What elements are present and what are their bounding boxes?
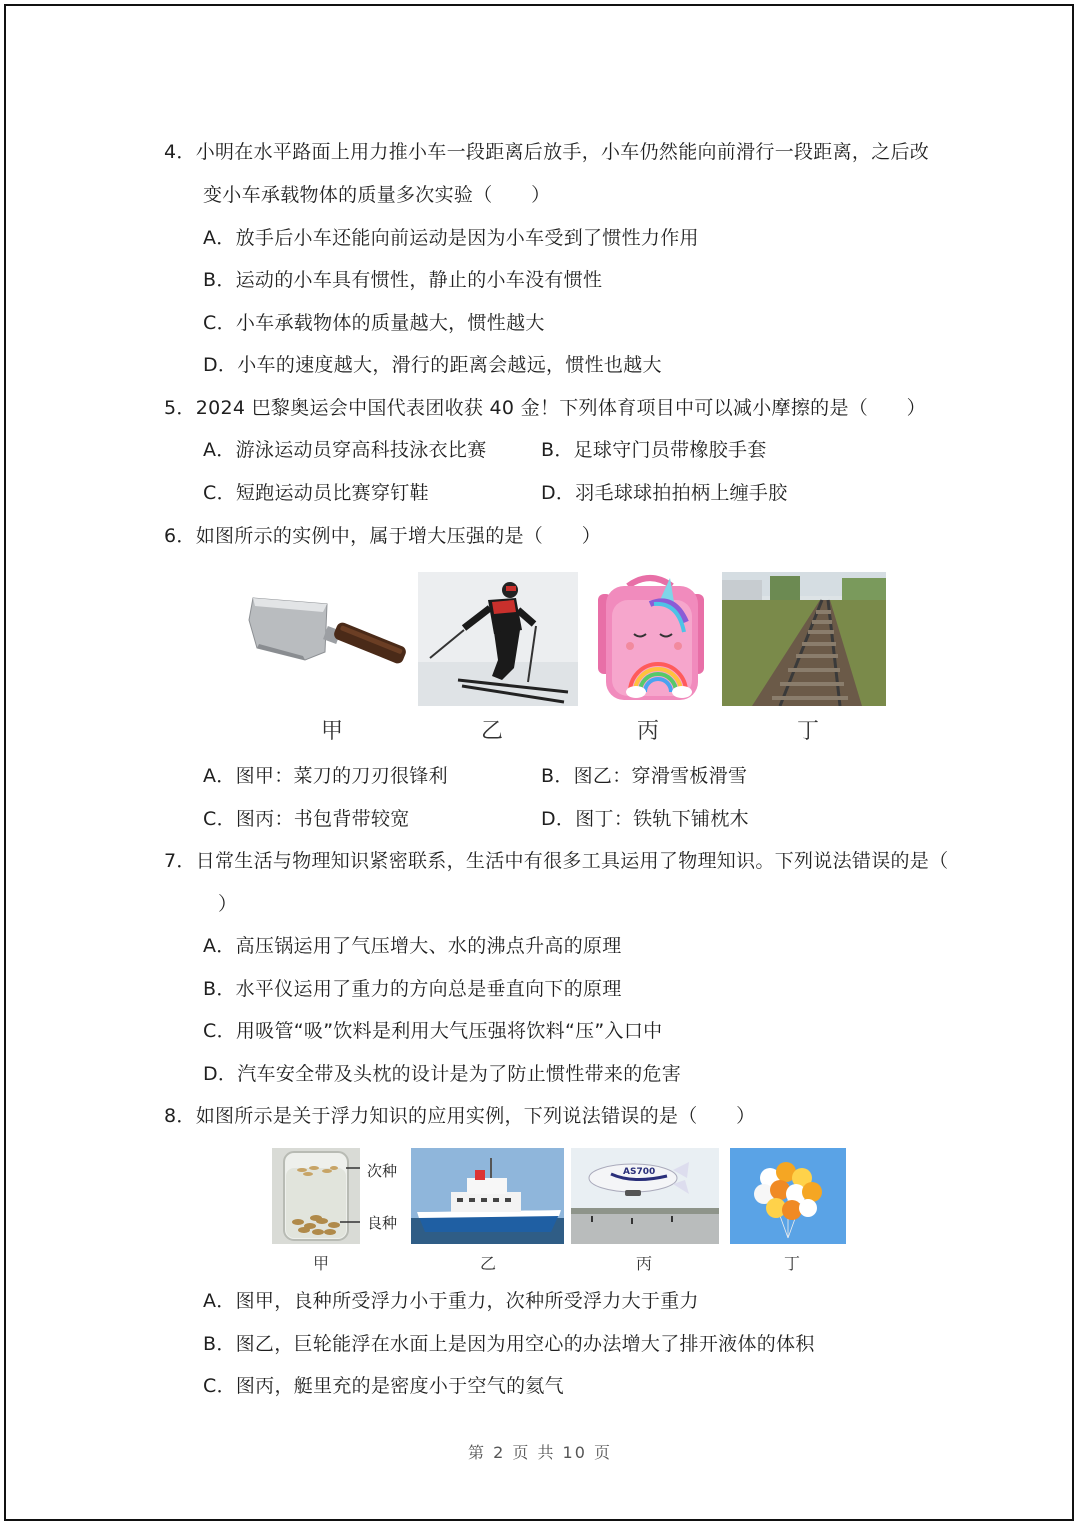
q8-fig-label-bing: 丙: [636, 1254, 653, 1273]
q4-option-c: C．小车承载物体的质量越大，惯性越大: [203, 312, 545, 334]
q8-option-a: A．图甲，良种所受浮力小于重力，次种所受浮力大于重力: [203, 1290, 699, 1312]
skier-image: [418, 572, 578, 706]
seed-label-good: 良种: [367, 1214, 398, 1232]
q5-option-a: A．游泳运动员穿高科技泳衣比赛: [203, 439, 487, 461]
q6-fig-label-bing: 丙: [637, 719, 660, 744]
q8-option-c: C．图丙，艇里充的是密度小于空气的氦气: [203, 1375, 564, 1397]
q8-option-b: B．图乙，巨轮能浮在水面上是因为用空心的办法增大了排开液体的体积: [203, 1333, 815, 1355]
seed-beaker-image: [272, 1148, 360, 1244]
q6-fig-label-yi: 乙: [481, 719, 504, 744]
q4-option-a: A．放手后小车还能向前运动是因为小车受到了惯性力作用: [203, 227, 699, 249]
airship-image: [571, 1148, 719, 1244]
q4-option-d: D．小车的速度越大，滑行的距离会越远，惯性也越大: [203, 354, 662, 376]
q8-stem: 8．如图所示是关于浮力知识的应用实例，下列说法错误的是（ ）: [164, 1105, 756, 1127]
q6-option-a: A．图甲：菜刀的刀刃很锋利: [203, 765, 448, 787]
q7-option-a: A．高压锅运用了气压增大、水的沸点升高的原理: [203, 935, 622, 957]
q4-option-b: B．运动的小车具有惯性，静止的小车没有惯性: [203, 269, 603, 291]
q6-option-c: C．图丙：书包背带较宽: [203, 808, 410, 830]
q8-fig-label-yi: 乙: [480, 1254, 497, 1273]
q6-fig-label-ding: 丁: [797, 719, 820, 744]
q6-fig-label-jia: 甲: [321, 719, 344, 744]
q4-stem-line-1: 4．小明在水平路面上用力推小车一段距离后放手，小车仍然能向前滑行一段距离，之后改: [164, 141, 930, 163]
balloons-image: [730, 1148, 846, 1244]
cleaver-image: [245, 590, 410, 690]
page-footer: 第 2 页 共 10 页: [468, 1443, 612, 1462]
q7-option-c: C．用吸管“吸”饮料是利用大气压强将饮料“压”入口中: [203, 1020, 663, 1042]
q8-fig-label-ding: 丁: [784, 1254, 801, 1273]
q8-fig-label-jia: 甲: [313, 1254, 330, 1273]
q6-stem: 6．如图所示的实例中，属于增大压强的是（ ）: [164, 525, 601, 547]
q4-stem-line-2: 变小车承载物体的质量多次实验（ ）: [203, 184, 551, 206]
seed-label-inferior: 次种: [367, 1162, 398, 1180]
ship-image: [411, 1148, 564, 1244]
q6-option-b: B．图乙：穿滑雪板滑雪: [541, 765, 748, 787]
airship-label: AS700: [623, 1167, 656, 1177]
q6-option-d: D．图丁：铁轨下铺枕木: [541, 808, 749, 830]
q5-option-d: D．羽毛球球拍拍柄上缠手胶: [541, 482, 788, 504]
q7-option-b: B．水平仪运用了重力的方向总是垂直向下的原理: [203, 978, 622, 1000]
railway-image: [722, 572, 886, 706]
q7-stem-line-2: ）: [218, 893, 238, 915]
q5-option-c: C．短跑运动员比赛穿钉鞋: [203, 482, 429, 504]
backpack-image: [590, 572, 712, 706]
q7-stem-line-1: 7．日常生活与物理知识紧密联系，生活中有很多工具运用了物理知识。下列说法错误的是（: [164, 850, 949, 872]
q5-stem: 5．2024 巴黎奥运会中国代表团收获 40 金！下列体育项目中可以减小摩擦的是（ ）: [164, 397, 926, 419]
q5-option-b: B．足球守门员带橡胶手套: [541, 439, 767, 461]
q7-option-d: D．汽车安全带及头枕的设计是为了防止惯性带来的危害: [203, 1063, 682, 1085]
